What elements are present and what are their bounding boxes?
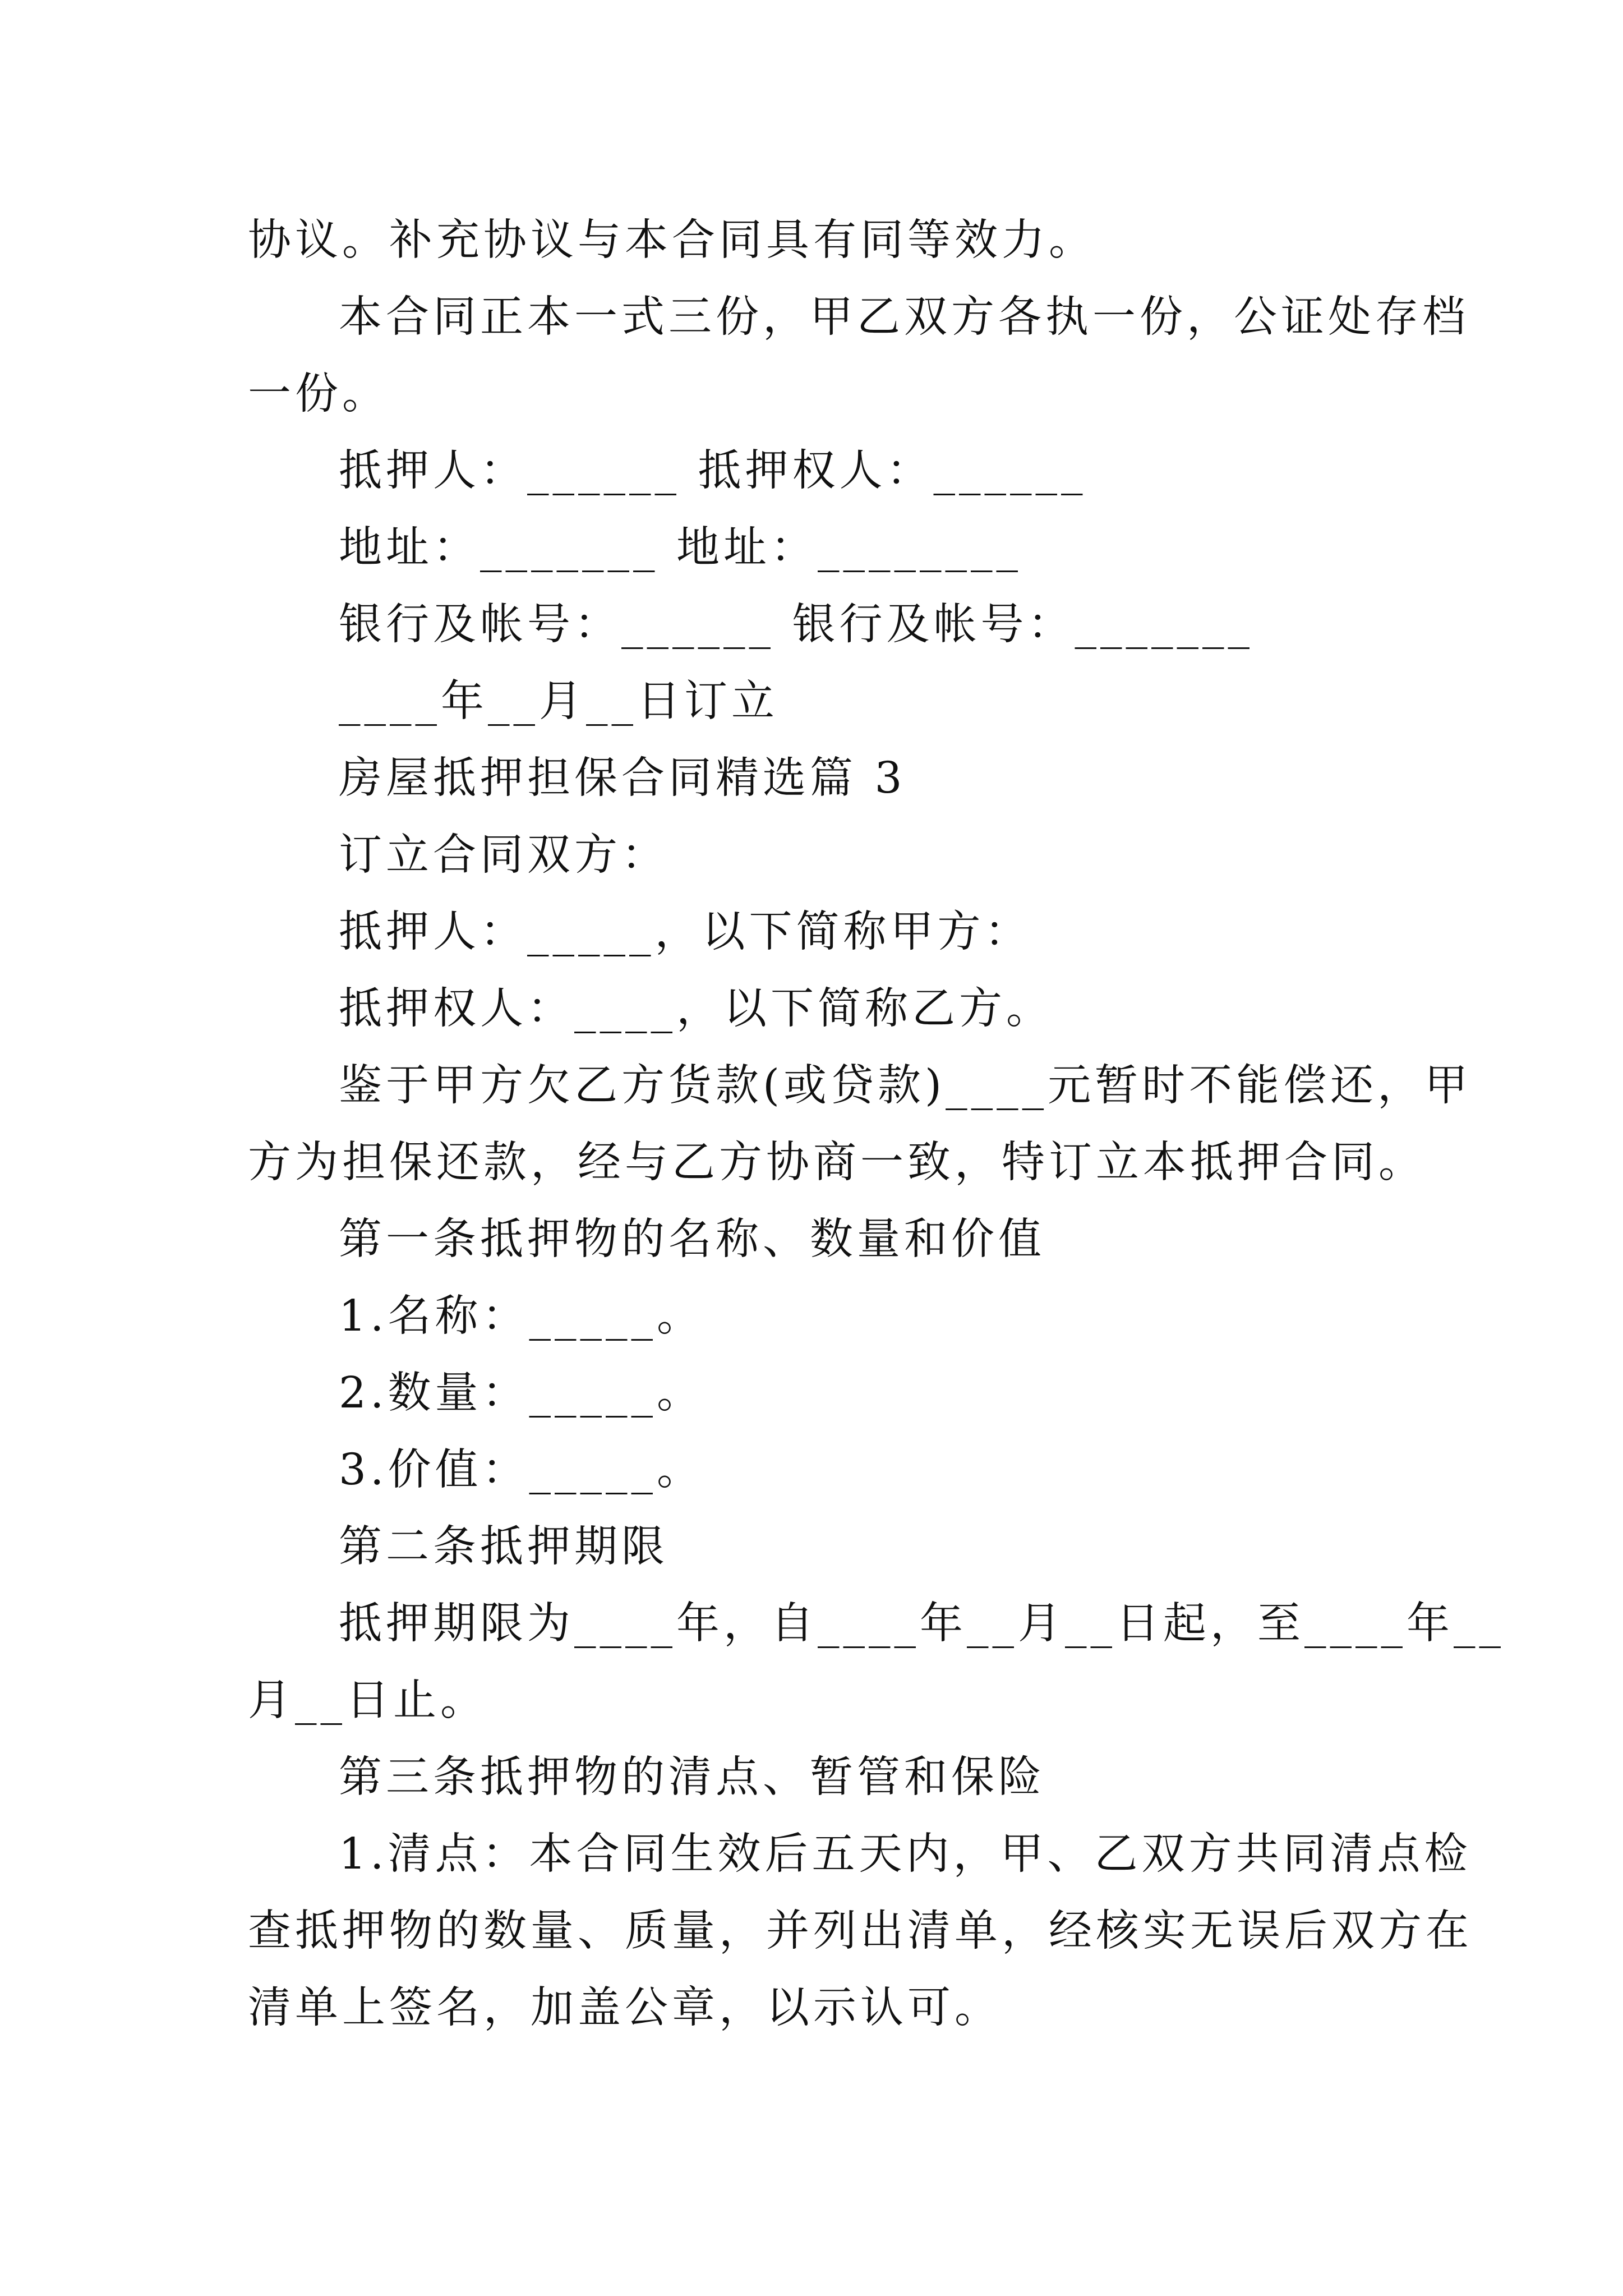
- signature-line-date: ____年__月__日订立: [339, 677, 778, 726]
- section-heading: 房屋抵押担保合同精选篇 3: [339, 753, 906, 803]
- text-line: 订立合同双方：: [339, 830, 668, 880]
- list-item: 2.数量：_____。: [339, 1368, 704, 1418]
- text-line: 本合同正本一式三份，甲乙双方各执一份，公证处存档: [339, 292, 1469, 342]
- text-line: 月__日止。: [248, 1676, 487, 1726]
- signature-line-parties: 抵押人：______ 抵押权人：______: [339, 446, 1087, 496]
- list-item: 1.名称：_____。: [339, 1291, 704, 1341]
- text-line: 清单上签名，加盖公章，以示认可。: [248, 1983, 1002, 2033]
- signature-line-bank: 银行及帐号：______ 银行及帐号：_______: [339, 600, 1253, 650]
- clause-heading: 第三条抵押物的清点、暂管和保险: [339, 1752, 1045, 1802]
- text-line: 抵押权人：____，以下简称乙方。: [339, 984, 1053, 1034]
- document-body: [248, 202, 1505, 2046]
- text-line: 方为担保还款，经与乙方协商一致，特订立本抵押合同。: [248, 1138, 1426, 1188]
- text-line: 1.清点：本合同生效后五天内，甲、乙双方共同清点检: [339, 1829, 1472, 1879]
- signature-line-address: 地址：_______ 地址：________: [339, 523, 1022, 573]
- text-line: 一份。: [248, 369, 389, 419]
- text-line: 抵押人：_____，以下简称甲方：: [339, 907, 1032, 957]
- clause-heading: 第一条抵押物的名称、数量和价值: [339, 1214, 1045, 1264]
- list-item: 3.价值：_____。: [339, 1445, 704, 1495]
- text-line: 鉴于甲方欠乙方货款(或贷款)____元暂时不能偿还，甲: [339, 1061, 1472, 1111]
- text-line: 查抵押物的数量、质量，并列出清单，经核实无误后双方在: [248, 1906, 1473, 1956]
- text-line: 抵押期限为____年，自____年__月__日起，至____年__: [339, 1599, 1505, 1649]
- clause-heading: 第二条抵押期限: [339, 1522, 668, 1572]
- text-line: 协议。补充协议与本合同具有同等效力。: [248, 215, 1096, 265]
